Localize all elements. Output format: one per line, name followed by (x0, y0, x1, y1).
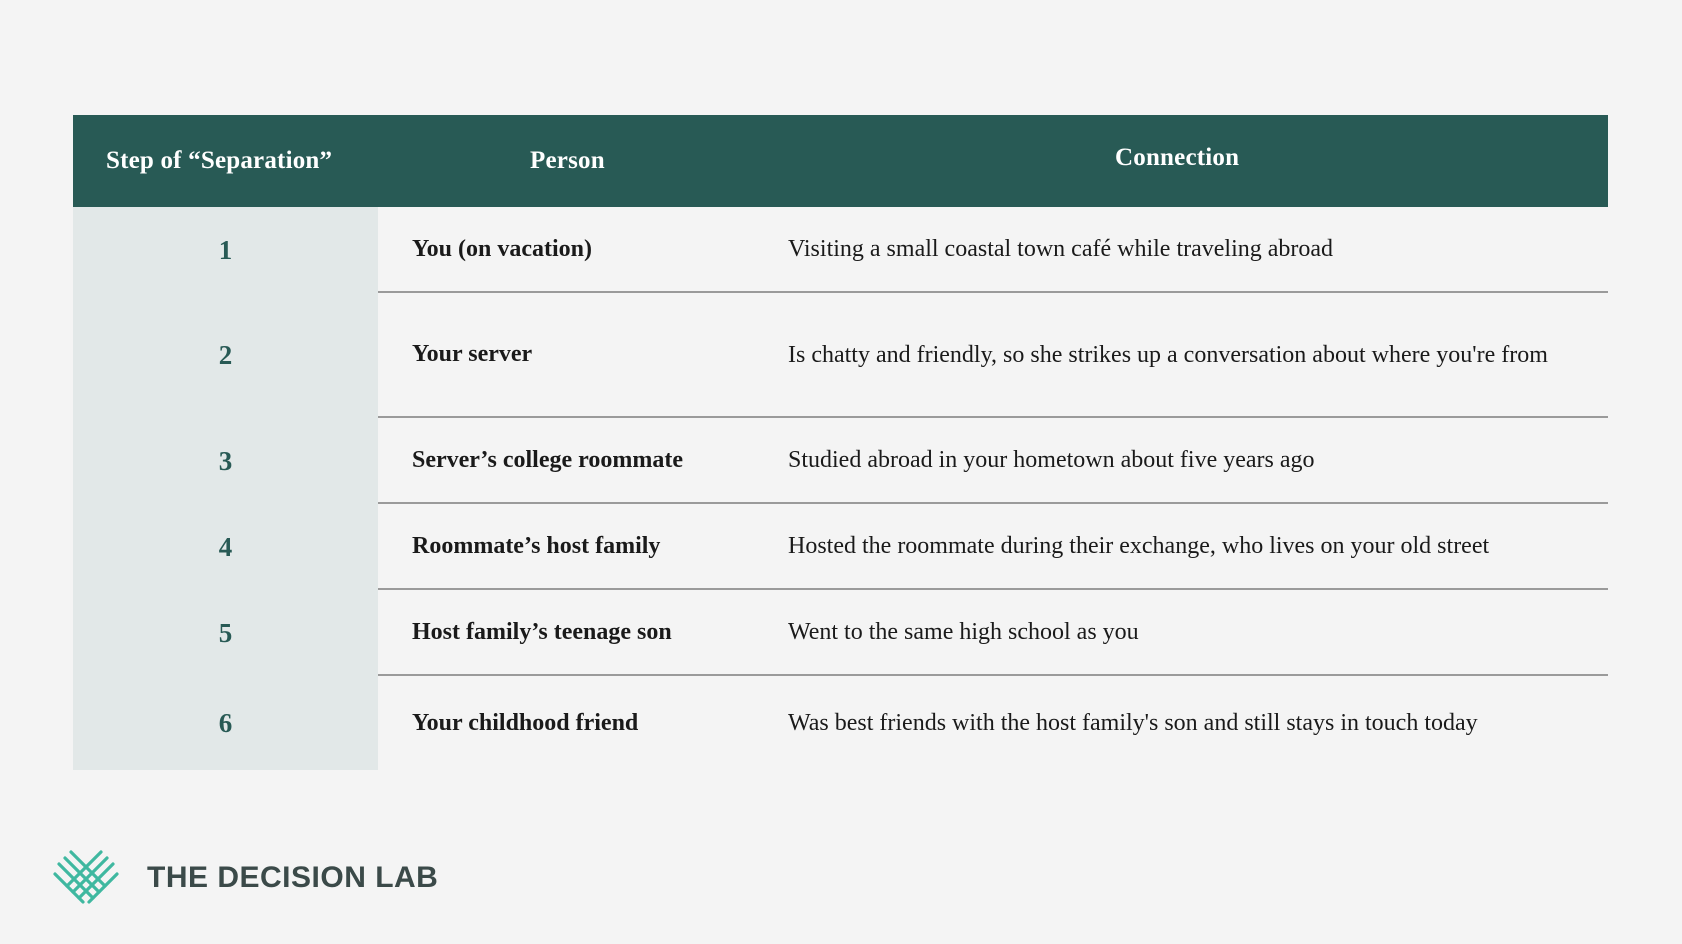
header-step: Step of “Separation” (106, 147, 333, 174)
header-connection: Connection (1115, 144, 1240, 171)
table-header (73, 115, 1608, 207)
person-name: Your childhood friend (412, 709, 639, 736)
brand-name: THE DECISION LAB (147, 861, 439, 894)
step-number: 4 (73, 504, 378, 590)
person-name: Roommate’s host family (378, 504, 788, 590)
table-row (73, 293, 1608, 418)
table-row (73, 676, 1608, 770)
step-number: 5 (73, 590, 378, 676)
connection-text: Studied abroad in your hometown about five years ago (788, 418, 1608, 504)
connection-text: Was best friends with the host family's son and still stays in touch today (788, 710, 1478, 736)
step-number: 2 (73, 293, 378, 418)
step-number: 3 (73, 418, 378, 504)
connection-text: Went to the same high school as you (788, 590, 1608, 676)
decision-lab-logo-icon (53, 850, 119, 906)
header-person: Person (530, 147, 605, 174)
separation-table (73, 115, 1608, 770)
person-name: Your server (378, 293, 788, 418)
table-row (73, 504, 1608, 590)
connection-text: Is chatty and friendly, so she strikes up a conversation about where you're from (788, 293, 1608, 418)
person-name: Host family’s teenage son (378, 590, 788, 676)
table-row (73, 418, 1608, 504)
table-row (73, 207, 1608, 293)
step-number: 6 (73, 676, 378, 770)
table-row (73, 590, 1608, 676)
step-number: 1 (73, 207, 378, 293)
connection-text: Hosted the roommate during their exchange, who lives on your old street (788, 504, 1608, 590)
person-name: You (on vacation) (378, 207, 788, 293)
connection-text: Visiting a small coastal town café while traveling abroad (788, 207, 1608, 293)
person-name: Server’s college roommate (378, 418, 788, 504)
brand-footer (53, 850, 438, 906)
